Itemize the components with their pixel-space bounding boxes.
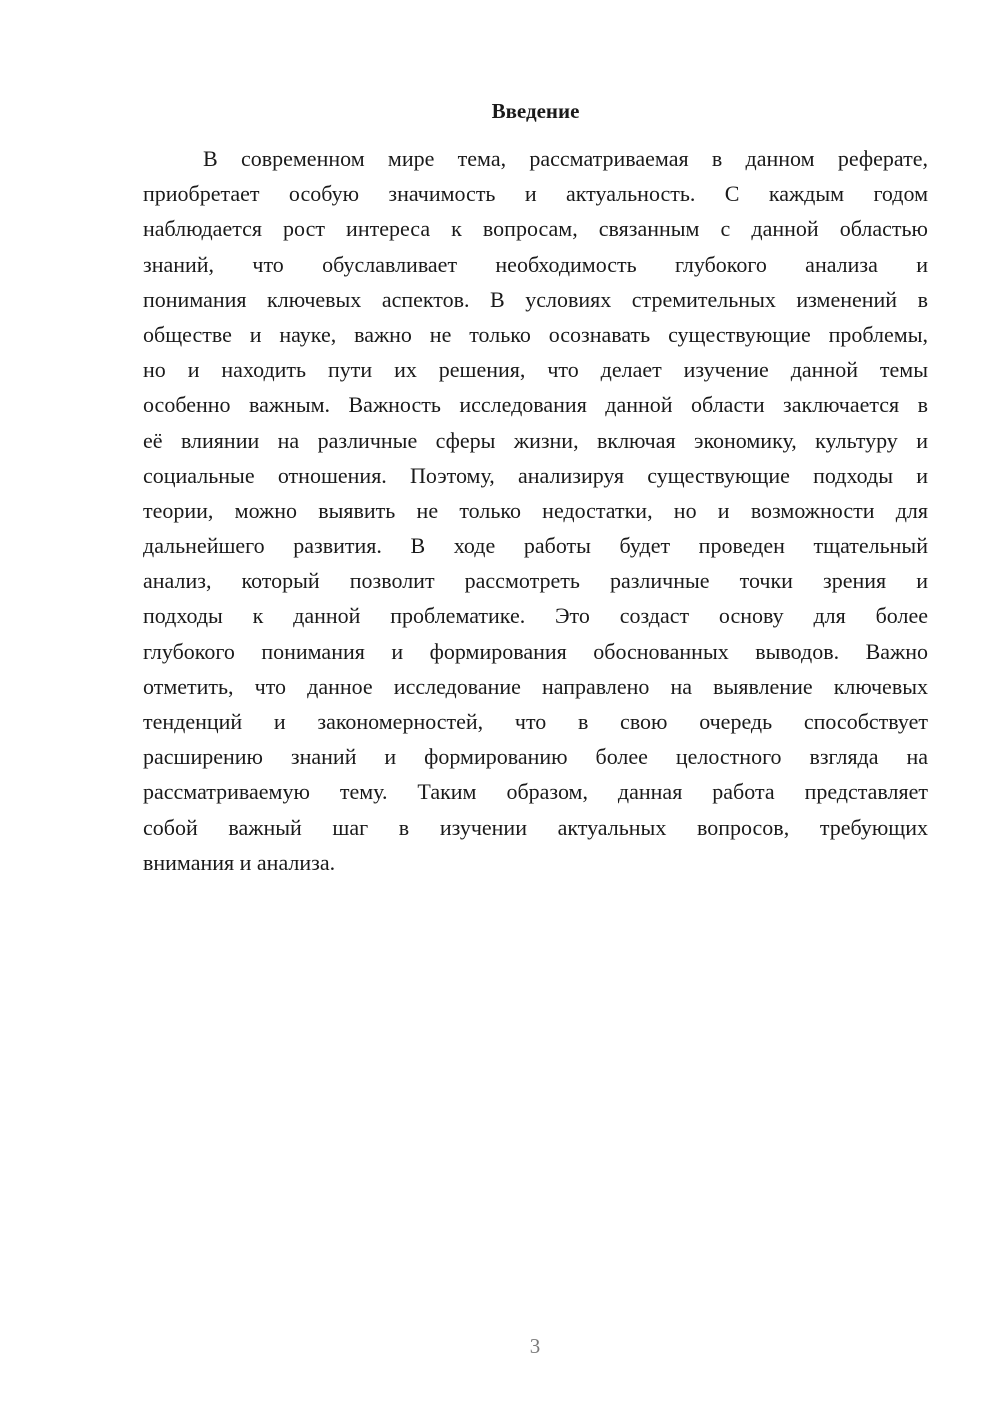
paragraph-line: отметить, что данное исследование направлено на выявление ключевых [143,673,928,699]
paragraph-line: рассматриваемую тему. Таким образом, данная работа представляет [143,779,928,805]
paragraph-line: теории, можно выявить не только недостатки, но и возможности для [143,497,928,523]
paragraph-line: особенно важным. Важность исследования данной области заключается в [143,392,928,418]
paragraph-line: понимания ключевых аспектов. В условиях стремительных изменений в [143,286,928,312]
section-heading: Введение [491,99,580,123]
paragraph-line: её влиянии на различные сферы жизни, включая экономику, культуру и [143,427,928,453]
paragraph-line: тенденций и закономерностей, что в свою очередь способствует [143,709,928,734]
paragraph-line: глубокого понимания и формирования обоснованных выводов. Важно [143,638,928,664]
paragraph-line: собой важный шаг в изучении актуальных вопросов, требующих [143,814,928,840]
paragraph-line: внимания и анализа. [143,849,336,875]
paragraph-line: расширению знаний и формированию более целостного взгляда на [143,744,928,770]
paragraph-line: подходы к данной проблематике. Это создаст основу для более [143,603,928,629]
paragraph-line: знаний, что обуславливает необходимость глубокого анализа и [143,251,928,277]
paragraph-line: В современном мире тема, рассматриваемая в данном реферате, [203,146,928,171]
paragraph-line: анализ, который позволит рассмотреть различные точки зрения и [143,568,928,594]
paragraph-line: дальнейшего развития. В ходе работы будет проведен тщательный [143,533,928,559]
paragraph-line: социальные отношения. Поэтому, анализируя существующие подходы и [143,462,928,488]
page-number: 3 [529,1334,541,1358]
paragraph-line: обществе и науке, важно не только осознавать существующие проблемы, [143,321,928,347]
paragraph-line: но и находить пути их решения, что делает изучение данной темы [143,357,928,383]
paragraph-line: наблюдается рост интереса к вопросам, связанным с данной областью [143,216,928,242]
paragraph-line: приобретает особую значимость и актуальность. С каждым годом [143,181,928,207]
body-paragraph [143,141,928,880]
